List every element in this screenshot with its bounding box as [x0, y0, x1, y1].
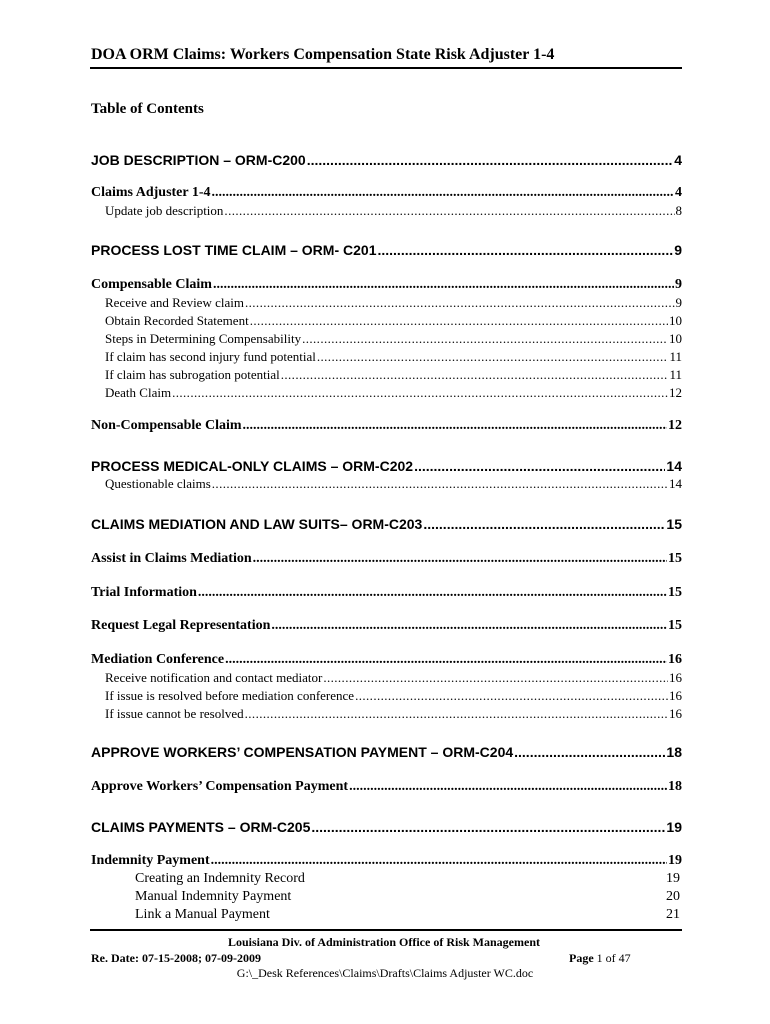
toc-entry-page-number: 8 — [675, 203, 682, 218]
toc-entry-section[interactable] — [91, 551, 682, 567]
footer-organization-text: Louisiana Div. of Administration Office of Risk Management — [227, 935, 540, 949]
toc-entry-section[interactable] — [91, 779, 682, 795]
toc-entry-sub[interactable] — [105, 476, 682, 492]
toc-entry-page-number: 11 — [669, 349, 682, 364]
toc-entry-page-number: 19 — [666, 871, 680, 886]
toc-dot-leader — [377, 242, 673, 258]
toc-dot-leader — [423, 516, 665, 532]
toc-entry-page-number: 15 — [668, 585, 682, 600]
toc-entry-chapter[interactable] — [91, 819, 682, 835]
toc-dot-leader — [349, 779, 667, 795]
toc-entry-page-number: 15 — [668, 618, 682, 633]
toc-entry-title: PROCESS MEDICAL-ONLY CLAIMS – ORM-C202 — [91, 458, 414, 474]
toc-entry-section[interactable] — [91, 277, 682, 293]
toc-entry-title: Receive notification and contact mediator — [105, 670, 323, 685]
toc-entry-page-number: 14 — [669, 476, 682, 491]
toc-entry-plain[interactable] — [135, 871, 680, 887]
toc-entry-section[interactable] — [91, 853, 682, 869]
toc-entry-title: CLAIMS MEDIATION AND LAW SUITS– ORM-C203 — [91, 516, 423, 532]
toc-entry-page-number: 14 — [666, 458, 682, 474]
toc-entry-title: Claims Adjuster 1-4 — [91, 185, 211, 200]
toc-entry-title: Non-Compensable Claim — [91, 418, 242, 433]
toc-entry-page-number: 16 — [668, 652, 682, 667]
toc-entry-page-number: 15 — [668, 551, 682, 566]
toc-entry-plain[interactable] — [135, 889, 680, 905]
toc-dot-leader — [355, 688, 668, 704]
document-header-title: DOA ORM Claims: Workers Compensation State Risk Adjuster 1-4 — [91, 46, 555, 63]
toc-entry-section[interactable] — [91, 618, 682, 634]
toc-entry-title: PROCESS LOST TIME CLAIM – ORM- C201 — [91, 242, 377, 258]
toc-entry-page-number: 12 — [668, 418, 682, 433]
toc-dot-leader — [213, 277, 674, 293]
toc-dot-leader — [311, 819, 665, 835]
toc-entry-section[interactable] — [91, 185, 682, 201]
toc-entry-page-number: 11 — [669, 367, 682, 382]
toc-entry-title: Trial Information — [91, 585, 197, 600]
toc-dot-leader — [224, 203, 674, 219]
toc-entry-page-number: 9 — [675, 277, 682, 292]
footer-page-label: Page — [569, 951, 594, 965]
toc-entry-page-number: 9 — [674, 242, 682, 258]
toc-entry-title: Compensable Claim — [91, 277, 212, 292]
toc-entry-chapter[interactable] — [91, 458, 682, 474]
toc-entry-title: Link a Manual Payment — [135, 907, 270, 922]
toc-dot-leader — [281, 367, 669, 383]
toc-dot-leader — [245, 295, 675, 311]
toc-dot-leader — [317, 349, 669, 365]
toc-entry-sub[interactable] — [105, 367, 682, 383]
toc-dot-leader — [212, 185, 674, 201]
toc-entry-page-number: 20 — [666, 889, 680, 904]
toc-entry-chapter[interactable] — [91, 744, 682, 760]
toc-dot-leader — [172, 385, 668, 401]
toc-entry-title: JOB DESCRIPTION – ORM-C200 — [91, 152, 306, 168]
toc-entry-title: Approve Workers’ Compensation Payment — [91, 779, 349, 794]
toc-dot-leader — [271, 618, 667, 634]
toc-entry-page-number: 15 — [666, 516, 682, 532]
toc-entry-title: If issue cannot be resolved — [105, 706, 244, 721]
toc-entry-page-number: 9 — [675, 295, 682, 310]
toc-entry-page-number: 10 — [669, 313, 682, 328]
toc-entry-chapter[interactable] — [91, 242, 682, 258]
toc-entry-title: Mediation Conference — [91, 652, 225, 667]
toc-entry-sub[interactable] — [105, 313, 682, 329]
toc-entry-page-number: 12 — [669, 385, 682, 400]
toc-dot-leader — [514, 744, 665, 760]
toc-entry-sub[interactable] — [105, 706, 682, 722]
toc-entry-title: Update job description — [105, 203, 224, 218]
footer-file-path: G:\_Desk References\Claims\Drafts\Claims Adjuster WC.doc — [236, 966, 534, 980]
toc-entry-title: If claim has second injury fund potential — [105, 349, 316, 364]
toc-entry-title: Receive and Review claim — [105, 295, 244, 310]
toc-entry-title: Manual Indemnity Payment — [135, 889, 292, 904]
toc-dot-leader — [414, 458, 665, 474]
footer-divider — [90, 929, 682, 931]
footer-page-number — [569, 951, 631, 966]
toc-entry-sub[interactable] — [105, 349, 682, 365]
toc-entry-title: If issue is resolved before mediation conference — [105, 688, 355, 703]
toc-entry-title: Death Claim — [105, 385, 172, 400]
toc-entry-plain[interactable] — [135, 907, 680, 923]
toc-entry-section[interactable] — [91, 585, 682, 601]
toc-entry-page-number: 16 — [669, 706, 682, 721]
toc-entry-page-number: 10 — [669, 331, 682, 346]
toc-dot-leader — [253, 551, 667, 567]
toc-entry-page-number: 16 — [669, 688, 682, 703]
toc-entry-title: Steps in Determining Compensability — [105, 331, 302, 346]
toc-dot-leader — [302, 331, 668, 347]
toc-entry-title: If claim has subrogation potential — [105, 367, 280, 382]
toc-entry-page-number: 16 — [669, 670, 682, 685]
toc-entry-chapter[interactable] — [91, 516, 682, 532]
toc-entry-sub[interactable] — [105, 295, 682, 311]
toc-entry-title: Questionable claims — [105, 476, 211, 491]
toc-entry-title: Creating an Indemnity Record — [135, 871, 305, 886]
toc-entry-title: Request Legal Representation — [91, 618, 271, 633]
toc-entry-chapter[interactable] — [91, 152, 682, 168]
toc-entry-sub[interactable] — [105, 385, 682, 401]
toc-dot-leader — [323, 670, 668, 686]
toc-entry-page-number: 21 — [666, 907, 680, 922]
toc-dot-leader — [212, 476, 668, 492]
toc-dot-leader — [250, 313, 668, 329]
toc-entry-sub[interactable] — [105, 203, 682, 219]
toc-entry-title: Assist in Claims Mediation — [91, 551, 252, 566]
toc-entry-title: Obtain Recorded Statement — [105, 313, 249, 328]
toc-entry-title: Indemnity Payment — [91, 853, 210, 868]
toc-entry-sub[interactable] — [105, 670, 682, 686]
toc-dot-leader — [225, 652, 667, 668]
footer-page-current: 1 — [596, 951, 603, 965]
toc-entry-section[interactable] — [91, 652, 682, 668]
toc-entry-page-number: 19 — [666, 819, 682, 835]
footer-revision-date: Re. Date: 07-15-2008; 07-09-2009 — [91, 951, 261, 965]
toc-entry-page-number: 4 — [674, 152, 682, 168]
toc-dot-leader — [198, 585, 667, 601]
toc-entry-page-number: 4 — [675, 185, 682, 200]
toc-dot-leader — [211, 853, 667, 869]
footer-page-total: of 47 — [605, 951, 631, 965]
toc-entry-title: APPROVE WORKERS’ COMPENSATION PAYMENT – ORM-C204 — [91, 744, 514, 760]
toc-dot-leader — [245, 706, 668, 722]
toc-entry-title: CLAIMS PAYMENTS – ORM-C205 — [91, 819, 311, 835]
toc-dot-leader — [243, 418, 667, 434]
toc-entry-section[interactable] — [91, 418, 682, 434]
toc-heading: Table of Contents — [91, 101, 204, 117]
toc-entry-page-number: 19 — [668, 853, 682, 868]
toc-entry-sub[interactable] — [105, 331, 682, 347]
toc-entry-page-number: 18 — [666, 744, 682, 760]
toc-entry-sub[interactable] — [105, 688, 682, 704]
footer-organization — [0, 935, 770, 950]
toc-entry-page-number: 18 — [668, 779, 682, 794]
toc-dot-leader — [307, 152, 673, 168]
